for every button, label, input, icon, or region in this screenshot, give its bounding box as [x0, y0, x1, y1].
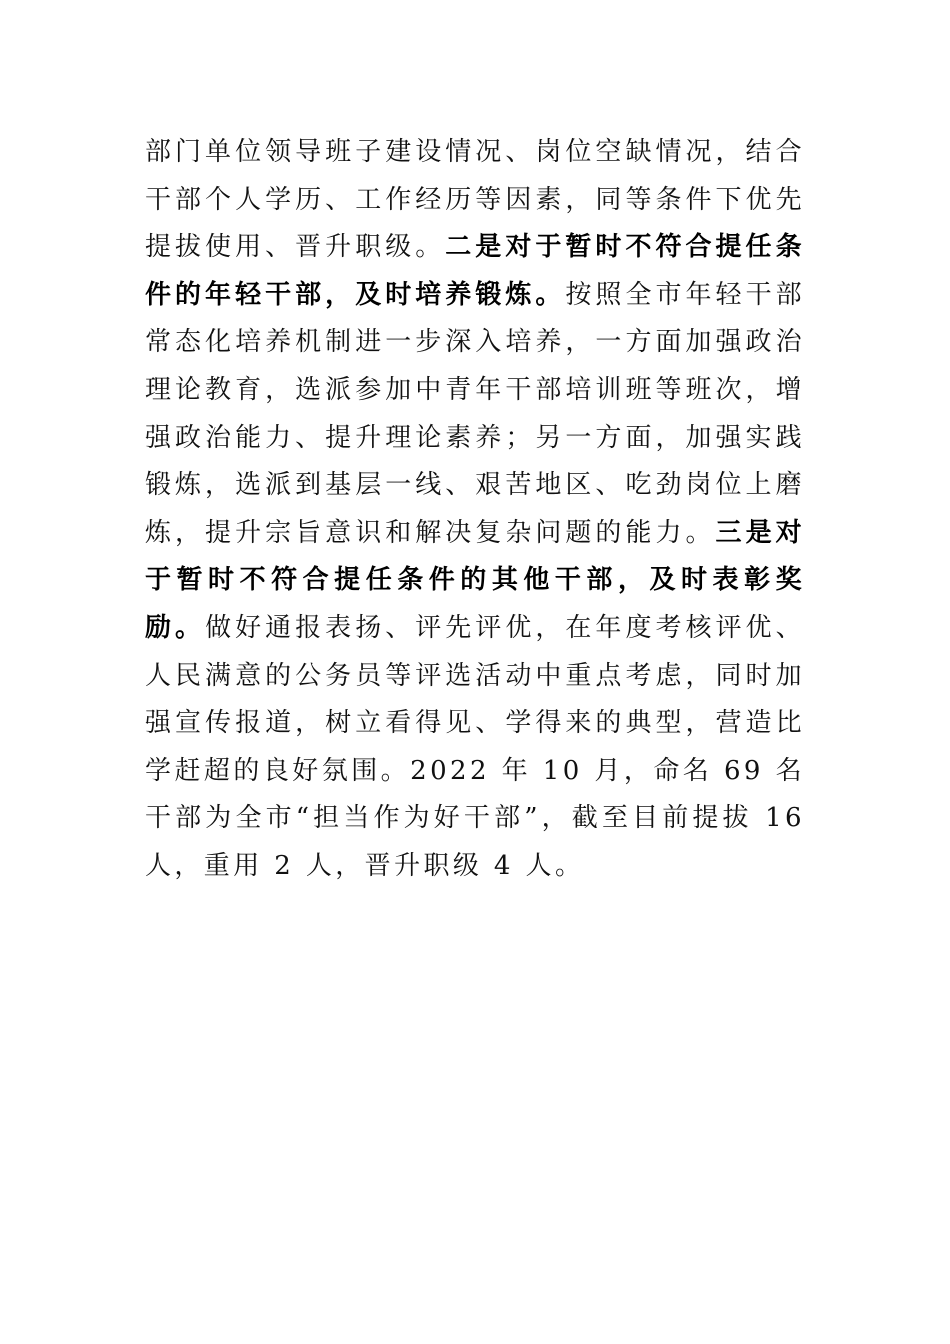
bold-heading-run: 二是对于暂时不符合提任条件的年轻干部，及时培养锻炼。	[145, 232, 805, 310]
body-text	[145, 129, 805, 891]
paragraph	[145, 129, 805, 891]
text-run: 做好通报表扬、评先评优，在年度考核评优、人民满意的公务员等评选活动中重点考虑，同时加强宣传报道，树立看得见、学得来的典型，营造比学赶超的良好氛围。2022 年 10 月，命名 69 名干部为全市“担当作为好干部”，截至目前提拔 16 人，重用 2 人，晋升职级 4 人。	[145, 612, 805, 881]
text-run: 部门单位领导班子建设情况、岗位空缺情况，结合干部个人学历、工作经历等因素，同等条件下优先提拔使用、晋升职级。	[145, 137, 805, 263]
text-run: 按照全市年轻干部常态化培养机制进一步深入培养，一方面加强政治理论教育，选派参加中青年干部培训班等班次，增强政治能力、提升理论素养；另一方面，加强实践锻炼，选派到基层一线、艰苦地区、吃劲岗位上磨炼，提升宗旨意识和解决复杂问题的能力。	[145, 279, 806, 548]
bold-heading-run: 三是对于暂时不符合提任条件的其他干部，及时表彰奖励。	[145, 517, 806, 643]
